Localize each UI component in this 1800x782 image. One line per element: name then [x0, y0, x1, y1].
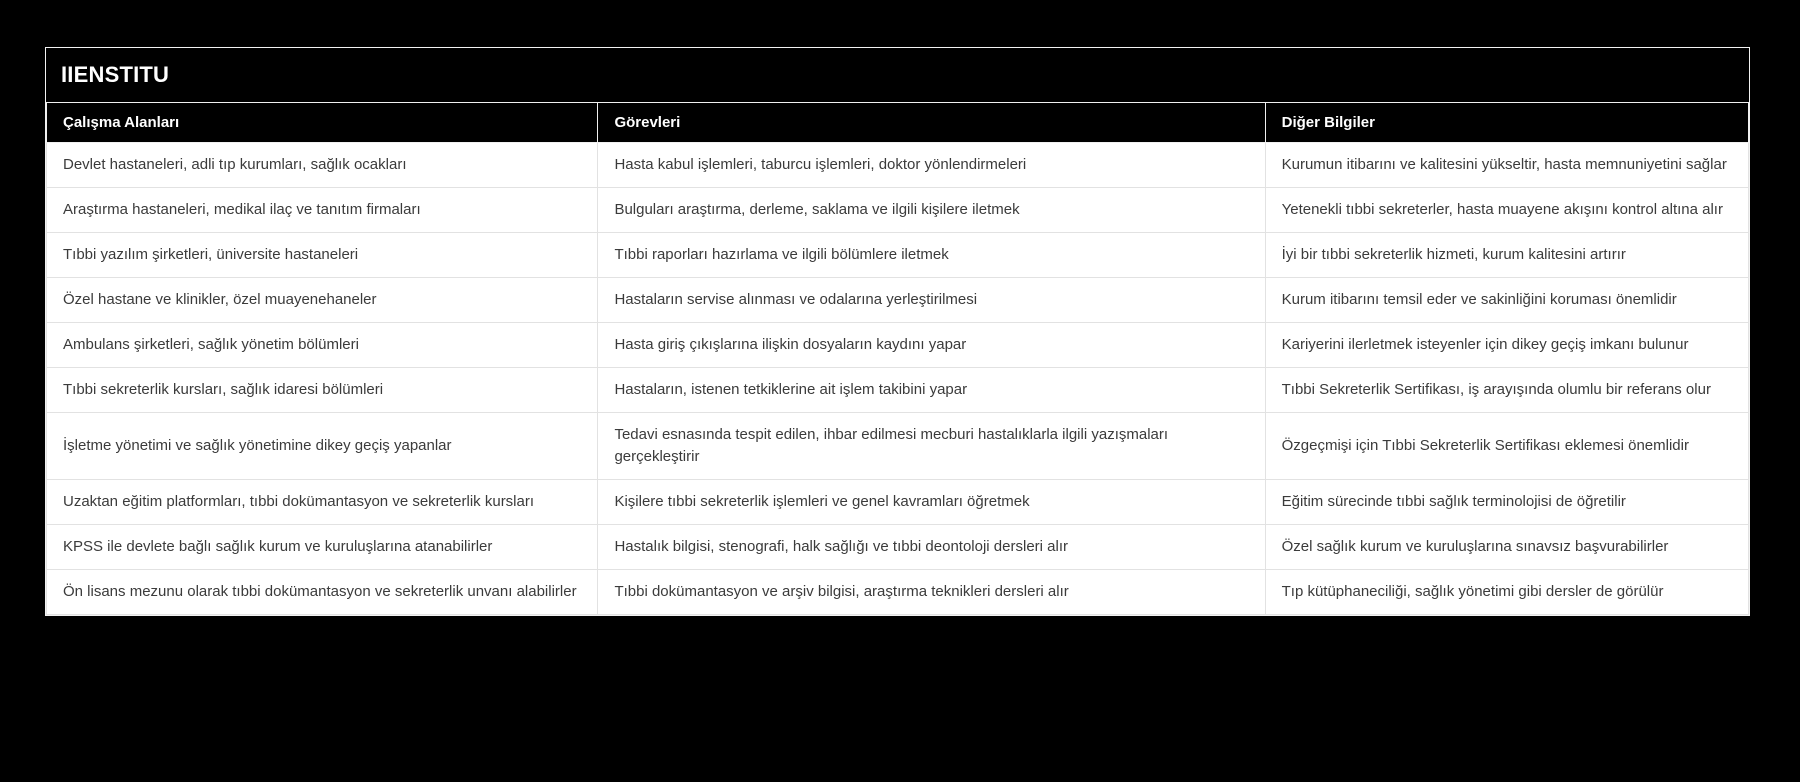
table-row [47, 368, 1749, 413]
cell: Hastaların, istenen tetkiklerine ait işlem takibini yapar [598, 368, 1265, 413]
cell: Devlet hastaneleri, adli tıp kurumları, sağlık ocakları [47, 143, 598, 188]
cell: Kişilere tıbbi sekreterlik işlemleri ve genel kavramları öğretmek [598, 480, 1265, 525]
cell: Özgeçmişi için Tıbbi Sekreterlik Sertifikası eklemesi önemlidir [1265, 413, 1748, 480]
table-row [47, 525, 1749, 570]
header-row [47, 103, 1749, 143]
column-header-diger-bilgiler: Diğer Bilgiler [1265, 103, 1748, 143]
cell: Tıbbi dokümantasyon ve arşiv bilgisi, araştırma teknikleri dersleri alır [598, 570, 1265, 615]
cell: Hastalık bilgisi, stenografi, halk sağlığı ve tıbbi deontoloji dersleri alır [598, 525, 1265, 570]
cell: Özel sağlık kurum ve kuruluşlarına sınavsız başvurabilirler [1265, 525, 1748, 570]
cell: Kurum itibarını temsil eder ve sakinliğini koruması önemlidir [1265, 278, 1748, 323]
table-row [47, 323, 1749, 368]
cell: KPSS ile devlete bağlı sağlık kurum ve kuruluşlarına atanabilirler [47, 525, 598, 570]
table-row [47, 143, 1749, 188]
table-body [47, 143, 1749, 615]
cell: Yetenekli tıbbi sekreterler, hasta muayene akışını kontrol altına alır [1265, 188, 1748, 233]
cell: Tıp kütüphaneciliği, sağlık yönetimi gibi dersler de görülür [1265, 570, 1748, 615]
table-row [47, 233, 1749, 278]
column-header-gorevleri: Görevleri [598, 103, 1265, 143]
cell: Hasta kabul işlemleri, taburcu işlemleri, doktor yönlendirmeleri [598, 143, 1265, 188]
table-row [47, 570, 1749, 615]
cell: Kariyerini ilerletmek isteyenler için dikey geçiş imkanı bulunur [1265, 323, 1748, 368]
cell: Kurumun itibarını ve kalitesini yükseltir, hasta memnuniyetini sağlar [1265, 143, 1748, 188]
cell: Araştırma hastaneleri, medikal ilaç ve tanıtım firmaları [47, 188, 598, 233]
cell: Bulguları araştırma, derleme, saklama ve ilgili kişilere iletmek [598, 188, 1265, 233]
table-row [47, 480, 1749, 525]
table-card [45, 47, 1750, 616]
cell: Tedavi esnasında tespit edilen, ihbar edilmesi mecburi hastalıklarla ilgili yazışmaları gerçekleştirir [598, 413, 1265, 480]
cell: Tıbbi yazılım şirketleri, üniversite hastaneleri [47, 233, 598, 278]
cell: Tıbbi sekreterlik kursları, sağlık idaresi bölümleri [47, 368, 598, 413]
cell: Ambulans şirketleri, sağlık yönetim bölümleri [47, 323, 598, 368]
cell: İyi bir tıbbi sekreterlik hizmeti, kurum kalitesini artırır [1265, 233, 1748, 278]
cell: Tıbbi raporları hazırlama ve ilgili bölümlere iletmek [598, 233, 1265, 278]
cell: Hastaların servise alınması ve odalarına yerleştirilmesi [598, 278, 1265, 323]
cell: Hasta giriş çıkışlarına ilişkin dosyaların kaydını yapar [598, 323, 1265, 368]
data-table [46, 102, 1749, 615]
cell: Ön lisans mezunu olarak tıbbi dokümantasyon ve sekreterlik unvanı alabilirler [47, 570, 598, 615]
cell: Tıbbi Sekreterlik Sertifikası, iş arayışında olumlu bir referans olur [1265, 368, 1748, 413]
table-row [47, 188, 1749, 233]
cell: İşletme yönetimi ve sağlık yönetimine dikey geçiş yapanlar [47, 413, 598, 480]
cell: Özel hastane ve klinikler, özel muayenehaneler [47, 278, 598, 323]
column-header-calisma-alanlari: Çalışma Alanları [47, 103, 598, 143]
table-row [47, 413, 1749, 480]
table-header [47, 103, 1749, 143]
table-title: IIENSTITU [46, 48, 1749, 102]
cell: Eğitim sürecinde tıbbi sağlık terminolojisi de öğretilir [1265, 480, 1748, 525]
table-row [47, 278, 1749, 323]
cell: Uzaktan eğitim platformları, tıbbi dokümantasyon ve sekreterlik kursları [47, 480, 598, 525]
